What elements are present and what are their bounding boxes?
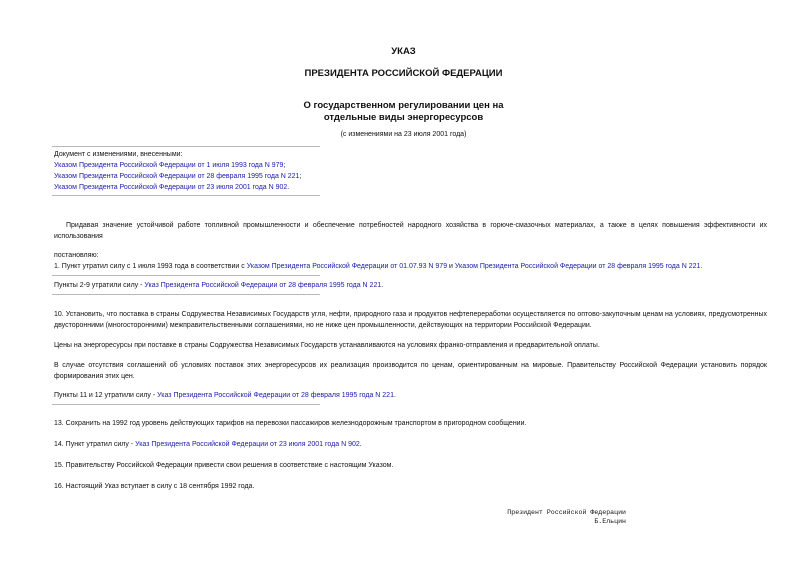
point-1-link-1993[interactable]: Указом Президента Российской Федерации от 01.07.93 N 979 — [246, 263, 448, 270]
change-link-1979[interactable]: Указом Президента Российской Федерации от 1 июля 1993 года N 979; — [54, 162, 286, 169]
decree-heading-line1: О государственном регулировании цен на — [303, 100, 504, 111]
preamble-text: Придавая значение устойчивой работе топливной промышленности и обеспечение потребностей народного хозяйства в горюче-смазочных материалах, а также в целях повышения эффективности их использования — [54, 222, 767, 240]
point-14 — [54, 439, 362, 450]
point-1 — [54, 261, 702, 272]
points-2-9 — [54, 280, 383, 291]
point-16: 16. Настоящий Указ вступает в силу с 18 сентября 1992 года. — [54, 483, 255, 490]
points-11-12-link[interactable]: Указ Президента Российской Федерации от 28 февраля 1995 года N 221 — [157, 392, 394, 399]
point-15: 15. Правительству Российской Федерации привести свои решения в соответствие с настоящим Указом. — [54, 462, 394, 469]
signature-position: Президент Российской Федерации — [507, 509, 626, 516]
divider — [52, 294, 320, 295]
points-11-12-end: . — [393, 392, 396, 399]
points-2-9-link[interactable]: Указ Президента Российской Федерации от 28 февраля 1995 года N 221 — [144, 282, 382, 289]
point-10-no-agreement: В случае отсутствия соглашений об условиях поставок этих энергоресурсов их реализация производится по ценам, ориентированным на мировые. Правительству Российской Федерации установить порядок формирования этих цен. — [54, 362, 767, 380]
point-1-and: и — [447, 263, 455, 270]
divider — [52, 195, 320, 196]
point-10: 10. Установить, что поставка в страны Содружества Независимых Государств угля, нефти, природного газа и продуктов нефтепереработки осуществляется по оптово-закупочным ценам на условиях, предусмотренных двусторонними (многосторонними) межправительственными соглашениями, но не ниже цен промышленности, действующих на территории Российской Федерации. — [54, 311, 767, 329]
amendment-note: (с изменениями на 23 июля 2001 года) — [340, 131, 467, 138]
point-10-prices: Цены на энергоресурсы при поставке в страны Содружества Независимых Государств устанавливаются на условиях франко-отправления и предварительной оплаты. — [54, 342, 600, 349]
decree-word: постановляю: — [54, 252, 99, 259]
point-1-end: . — [700, 263, 703, 270]
points-2-9-text: Пункты 2-9 утратили силу - — [54, 282, 145, 289]
point-1-link-1995[interactable]: Указом Президента Российской Федерации от 28 февраля 1995 года N 221 — [454, 263, 701, 270]
points-11-12 — [54, 390, 396, 401]
point-14-text: 14. Пункт утратил силу - — [54, 441, 136, 448]
point-14-link[interactable]: Указ Президента Российской Федерации от 23 июля 2001 года N 902 — [135, 441, 360, 448]
point-14-end: . — [359, 441, 362, 448]
change-link-1995-221[interactable]: Указом Президента Российской Федерации от 28 февраля 1995 года N 221; — [54, 173, 302, 180]
decree-title: УКАЗ — [391, 46, 416, 57]
divider — [52, 404, 320, 405]
points-2-9-end: . — [381, 282, 384, 289]
point-13: 13. Сохранить на 1992 год уровень действующих тарифов на перевозки пассажиров железнодорожным транспортом в пригородном сообщении. — [54, 420, 527, 427]
changes-intro: Документ с изменениями, внесенными: — [54, 151, 183, 158]
point-1-text: 1. Пункт утратил силу с 1 июля 1993 года в соответствии с — [54, 263, 247, 270]
change-link-2001-902[interactable]: Указом Президента Российской Федерации от 23 июля 2001 года N 902. — [54, 184, 290, 191]
points-11-12-text: Пункты 11 и 12 утратили силу - — [54, 392, 158, 399]
decree-subtitle: ПРЕЗИДЕНТА РОССИЙСКОЙ ФЕДЕРАЦИИ — [304, 68, 503, 79]
decree-heading-line2: отдельные виды энергоресурсов — [323, 112, 484, 123]
divider — [52, 146, 320, 147]
divider — [52, 275, 320, 276]
signature-name: Б.Ельцин — [594, 518, 626, 525]
